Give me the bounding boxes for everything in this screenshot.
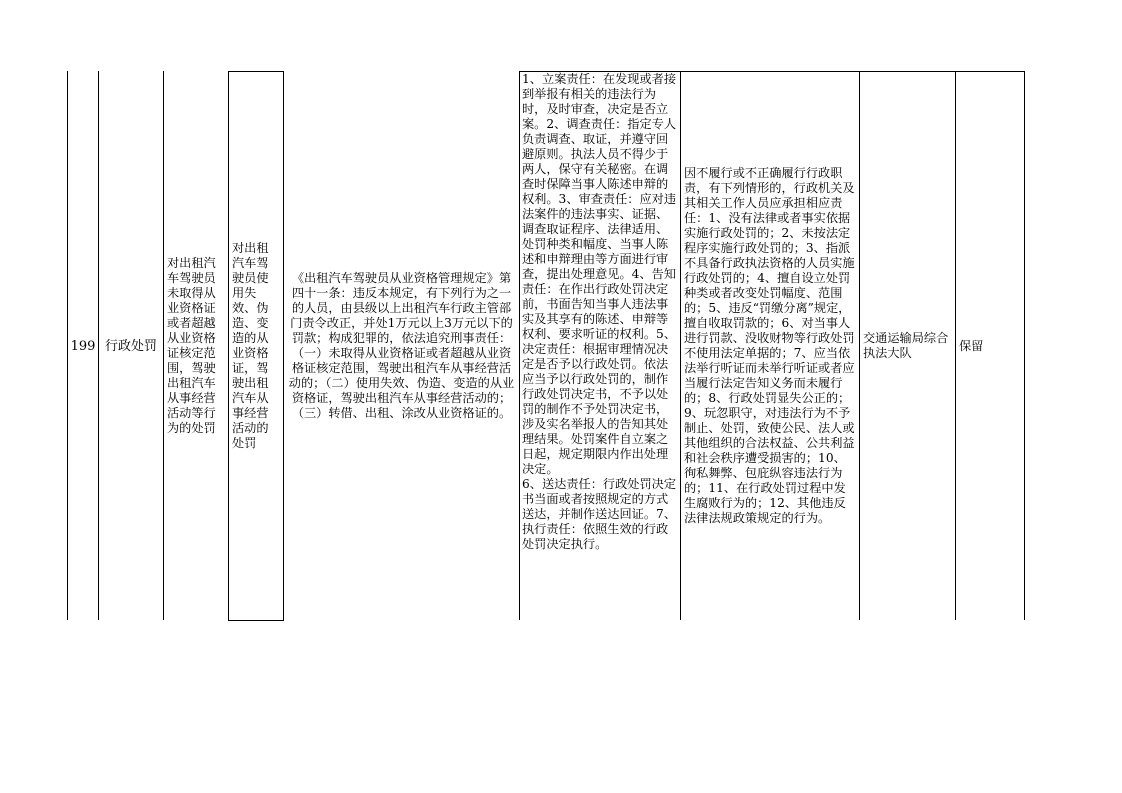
row-number-text: 199 [70,338,96,354]
sub-item-text: 对出租汽车驾驶员使用失效、伪造、变造的从业资格证，驾驶出租汽车从事经营活动的处罚 [232,241,269,450]
note-text: 保留 [959,338,984,353]
note-cell [956,72,1024,620]
legal-basis-cell [284,72,519,620]
column-border [1024,71,1025,620]
row-number [68,72,98,620]
accountability-text: 因不履行或不正确履行行政职责，有下列情形的，行政机关及其相关工作人员应承担相应责任：1、没有法律或者事实依据实施行政处罚的；2、未按法定程序实施行政处罚的；3、指派不具备行政执法资格的人员实施行政处罚的；4、擅自设立处罚种类或者改变处罚幅度、范围的；5、违反“罚缴分离”规定，擅自收取罚款的；6、对当事人进行罚款、没收财物等行政处罚不使用法定单据的；7、应当依法举行听证而未举行听证或者应当履行法定告知义务而未履行的；8、行政处罚显失公正的；9、玩忽职守，对违法行为不予制止、处罚，致使公民、法人或其他组织的合法权益、公共利益和社会秩序遭受损害的；10、徇私舞弊、包庇纵容违法行为的；11、在行政处罚过程中发生腐败行为的；12、其他违反法律法规政策规定的行为。 [684,166,855,525]
cell-bottom-border [228,620,284,621]
category-text: 行政处罚 [104,338,157,354]
department-text: 交通运输局综合执法大队 [863,331,949,360]
responsibility-cell [520,72,680,620]
item-name-text: 对出租汽车驾驶员未取得从业资格证或者超越从业资格证核定范围，驾驶出租汽车从事经营活动等行为的处罚 [167,256,216,435]
legal-basis-text: 《出租汽车驾驶员从业资格管理规定》第四十一条：违反本规定，有下列行为之一的人员，由县级以上出租汽车行政主管部门责令改正，并处1万元以上3万元以下的罚款；构成犯罪的，依法追究刑事责任：（一）未取得从业资格证或者超越从业资格证核定范围，驾驶出租汽车从事经营活动的；（二）使用失效、伪造、变造的从业资格证，驾驶出租汽车从事经营活动的；（三）转借、出租、涂改从业资格证的。 [288,271,515,420]
category-cell [99,72,163,620]
sub-item-cell [229,72,283,620]
item-name-cell [164,72,228,620]
responsibility-text: 1、立案责任：在发现或者接到举报有相关的违法行为时，及时审查，决定是否立案。2、调查责任：指定专人负责调查、取证，并遵守回避原则。执法人员不得少于两人，保守有关秘密。在调查时保障当事人陈述申辩的权利。3、审查责任：应对违法案件的违法事实、证据、调查取证程序、法律适用、处罚种类和幅度、当事人陈述和申辩理由等方面进行审查，提出处理意见。4、告知责任：在作出行政处罚决定前，书面告知当事人违法事实及其享有的陈述、申辩等权利、要求听证的权利。5、决定责任：根据审理情况决定是否予以行政处罚。依法应当予以行政处罚的，制作行政处罚决定书，不予以处罚的制作不予处罚决定书，涉及实名举报人的告知其处理结果。处罚案件自立案之日起，规定期限内作出处理决定。 6、送达责任：行政处罚决定书当面或者按照规定的方式送达，并制作送达回证。7、执行责任：依照生效的行政处罚决定执行。 [522,72,677,551]
department-cell [860,72,955,620]
accountability-cell [681,72,859,620]
